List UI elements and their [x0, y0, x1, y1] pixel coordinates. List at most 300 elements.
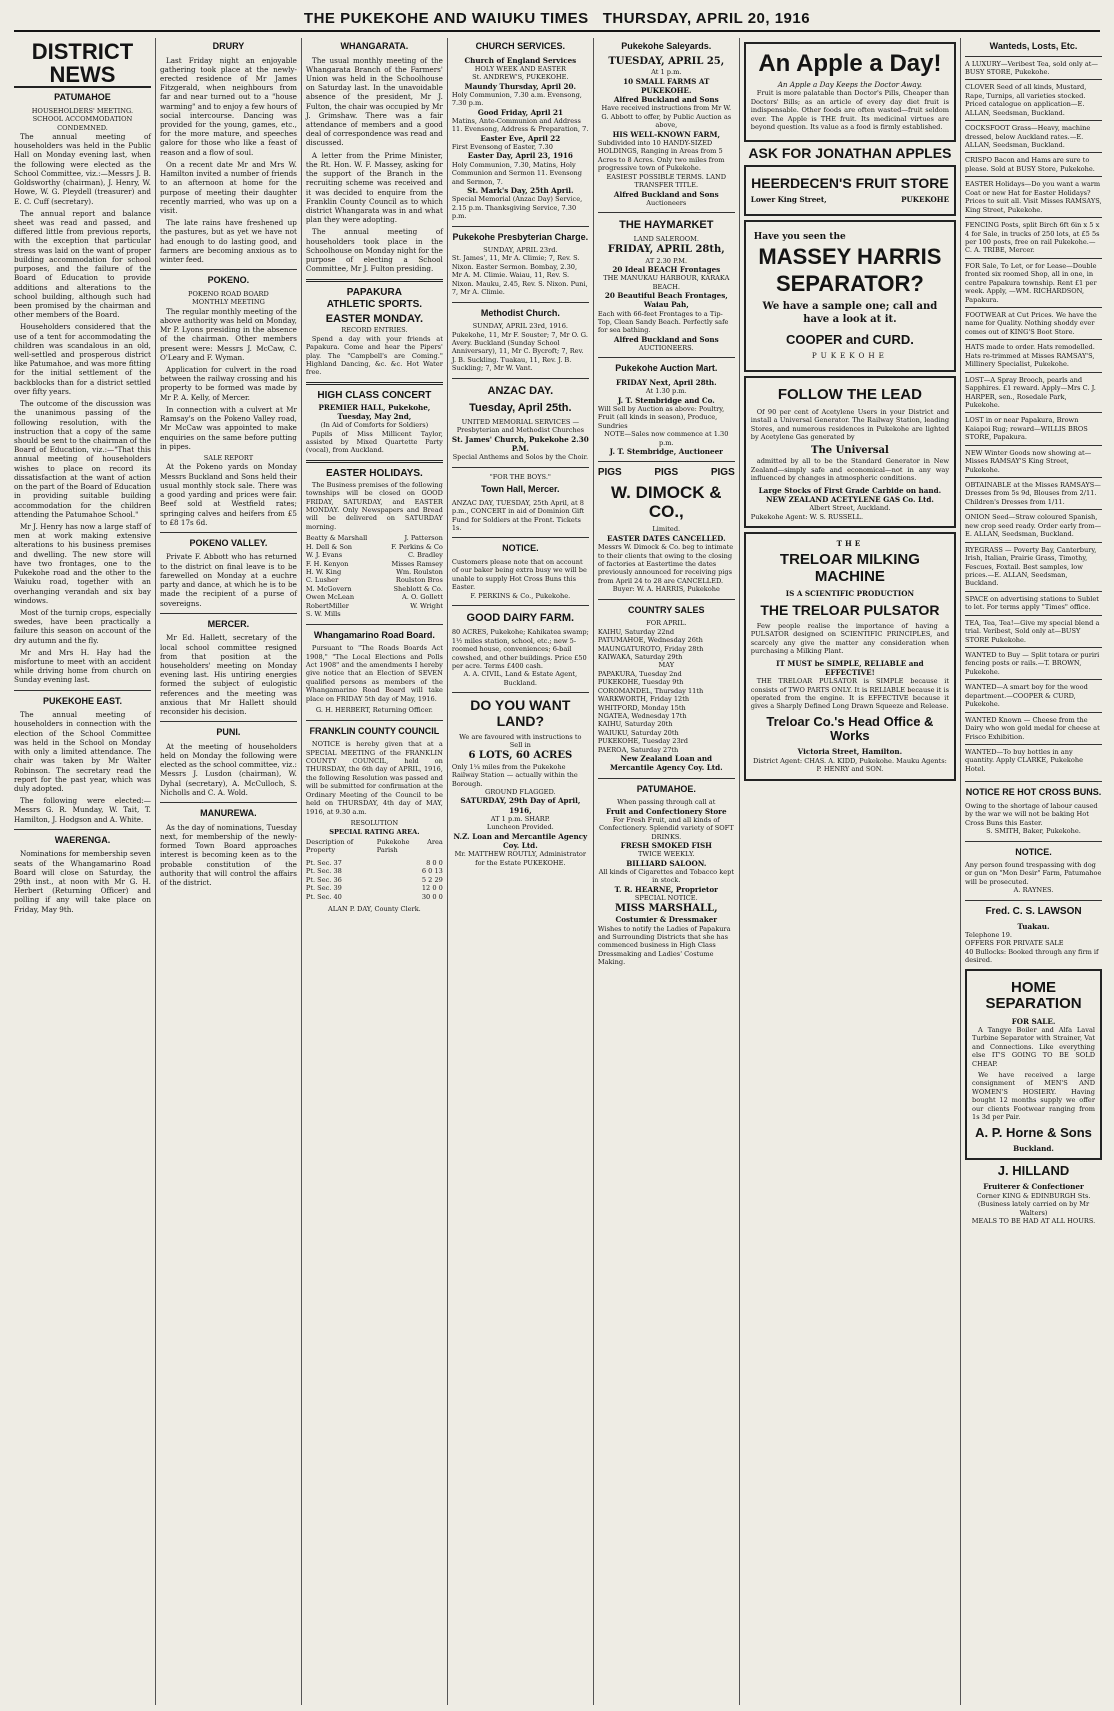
rating-row [306, 884, 443, 892]
classified-ad: WANTED to Buy — Split totara or puriri fencing posts or rails.—T. BROWN, Pukekohe. [965, 647, 1102, 679]
whangamarino-heading: Whangamarino Road Board. [313, 629, 435, 640]
wanteds-heading: Wanteds, Losts, Etc. [989, 41, 1078, 51]
rating-row [306, 876, 443, 884]
rating-cell: 30 0 0 [421, 892, 443, 901]
name-row [306, 602, 443, 610]
name-row [306, 585, 443, 593]
service-date: SUNDAY, APRIL 23rd. [483, 246, 558, 255]
papakura-heading: PAPAKURA [346, 286, 402, 298]
sale-entry: PATUMAHOE, Wednesday 26th [597, 636, 703, 645]
ad-body: Fruit is more palatable than Doctor's Pills, Cheaper than Doctors' Bills; as an article of every day diet fruit is indispensable. Other foods are often wasted—fruit seldom ever. The Apple is THE fruit. Its medicinal virtues are beyond question. Its value as a food is firmly established. [750, 89, 950, 132]
divider [598, 599, 735, 600]
mercer-heading: MERCER. [207, 618, 250, 629]
nz-loan-heading: N.Z. Loan and Mercantile Agency Coy. Ltd. [453, 831, 588, 850]
mh-question: Have you seen the [753, 231, 846, 242]
treloar-ad [744, 532, 956, 780]
divider [452, 537, 589, 538]
divider [160, 532, 297, 533]
notice-paragraph: Pursuant to "The Roads Boards Act 1908," "The Local Elections and Polls Act 1908" and the amendments I hereby give notice that an Election of SEVEN qualified persons as members of the Whangamarino Road Board will take place on FRIDAY 5th day of May, 1916. [305, 644, 443, 703]
rating-cell: 5 2 29 [421, 875, 443, 884]
auctioneer-name: J. T. Stembridge and Co. [617, 395, 715, 405]
article-paragraph: The usual monthly meeting of the Whangarata Branch of the Farmers' Union was held in the Schoolhouse on Saturday last. In the unavoidable absence of the president, Mr J. Fulton, the chair was occupied by Mr J. Grimshaw. There was a fair attendance of members and a good deal of correspondence was read and discussed. [305, 55, 443, 148]
business-name: Owen McLean [305, 593, 355, 602]
ad-body: Will Sell by Auction as above: Poultry, Fruit (all kinds in season), Produce, Sundries [597, 404, 725, 430]
sale-entry: WHITFORD, Monday 15th [597, 703, 686, 712]
rating-row [306, 893, 443, 901]
rating-cell: Pt. Sec. 36 [305, 875, 342, 884]
divider [965, 841, 1102, 842]
classified-ad: LOST in or near Papakura, Brown Kaiapoi Rug; reward—WILLIS BROS STORE, Papakura. [965, 412, 1102, 444]
sale-report-subheading: SALE REPORT [203, 454, 254, 462]
ad-body: Messrs W. Dimock & Co. beg to intimate to their clients that owing to the closing of factories at Eastertime the dates previously announced for receiving pigs from April 24 to 28 are CANCELLED. [597, 543, 734, 585]
sale-entry: KAIWAKA, Saturday 29th [597, 652, 683, 661]
treloar-address: Victoria Street, Hamilton. [797, 747, 903, 757]
classified-ad: SPACE on advertising stations to Sublet to let. For terms apply "Times" office. [965, 591, 1102, 615]
name-row [306, 551, 443, 559]
article-paragraph: At the Pokeno yards on Monday Messrs Buckland and Sons held their usual monthly stock sale. There was a good yarding and prices were fair. Beef sold at Westfield rates; springing calves and heifers from £5 to £8 17s 6d. [159, 462, 297, 527]
easter-monday-heading: EASTER MONDAY. [325, 313, 424, 326]
divider [598, 357, 735, 358]
business-name: H. Dell & Son [305, 542, 353, 551]
sale-entry: MAUNGATUROTO, Friday 28th [597, 644, 704, 653]
mh-title: MASSEY HARRIS [758, 244, 942, 270]
school-subheading: SCHOOL ACCOMMODATION CONDEMNED. [32, 115, 133, 132]
ad-body: Few people realise the importance of having a PULSATOR designed on SCIENTIFIC PRINCIPLES, and scarcely any give the matter any consideration when purchasing a Milking Plant. [750, 621, 950, 656]
small-farms-heading: 10 SMALL FARMS AT PUKEKOHE. [623, 76, 710, 95]
name-row [306, 543, 443, 551]
heerdegen-title: HEERDECEN'S FRUIT STORE [751, 174, 949, 191]
home-separation-ad [965, 969, 1102, 1161]
service-details: Special Memorial (Anzac Day) Service, 2.15 p.m. Thanksgiving Service, 7.30 p.m. [451, 195, 583, 221]
business-name: Sheblott & Co. [393, 584, 443, 593]
divider [14, 690, 151, 691]
pokeno-heading: POKENO. [207, 275, 250, 286]
haymarket-heading: THE HAYMARKET [619, 219, 714, 232]
divider [452, 605, 589, 606]
classified-ad: ONION Seed—Straw coloured Spanish, new crop seed ready. Order early from—E. ALLAN, Seedsman, Buckland. [965, 509, 1102, 541]
notice-signature: G. H. HERBERT, Returning Officer. [315, 706, 433, 715]
ad-body: Subdivided into 10 HANDY-SIZED HOLDINGS, Ranging in Areas from 5 Acres to 8 Acres. Only two miles from progressive town of Pukekohe. [597, 138, 725, 173]
notice-signature: Buyer: W. A. HARRIS, Pukekohe [612, 585, 720, 594]
notice-heading: NOTICE. [502, 543, 539, 554]
service-details: UNITED MEMORIAL SERVICES — Presbyterian and Methodist Churches [456, 417, 584, 435]
business-name: W. J. Evans [305, 551, 343, 560]
concert-cause: (In Aid of Comforts for Soldiers) [320, 421, 429, 430]
auctioneer-name: Alfred Buckland and Sons [613, 189, 719, 199]
lawson-town: Tuakau. [1017, 921, 1050, 931]
company-address: Albert Street, Auckland. [809, 504, 891, 513]
service-details: Matins, Ante-Communion and Address 11. Evensong, Address & Preparation, 7. [451, 116, 589, 134]
district-news-heading: DISTRICT NEWS [14, 40, 151, 88]
athletic-sports-heading: ATHLETIC SPORTS. [326, 299, 423, 311]
waerenga-heading: WAERENGA. [54, 834, 111, 845]
business-name: W. Wright [410, 601, 443, 610]
article-paragraph: The following were elected:—Messrs G. R. Munday, W. Tait, T. Hamilton, J. Hodgson and A. White. [14, 796, 151, 824]
horne-name: A. P. Horne & Sons [975, 1124, 1092, 1140]
service-date: Maundy Thursday, April 20. [464, 81, 577, 91]
manurewa-heading: MANUREWA. [200, 808, 257, 819]
name-row [306, 593, 443, 601]
article-paragraph: The annual meeting of householders took place in the Schoolhouse on Monday night for the purpose of electing a School Committee, Mr J. Fulton presiding. [305, 227, 443, 274]
divider [452, 226, 589, 227]
special-notice: SPECIAL NOTICE. [634, 894, 698, 903]
ad-body: Of 90 per cent of Acetylene Users in your District and install a Universal Generator. The Railway Station, leading Stores, and numerous residences in Pukekohe are lighted by Acetylene Gas generated by [750, 407, 950, 442]
article-paragraph: Application for culvert in the road between the railway crossing and his property to be formed was made by Mr P. A. Kelly, of Mercer. [159, 365, 297, 402]
rating-cell: Pt. Sec. 38 [305, 867, 342, 876]
column-drury-pokeno [156, 38, 302, 1705]
divider [965, 781, 1102, 782]
notice-signature: ALAN P. DAY, County Clerk. [327, 905, 421, 914]
ad-body: 40 Bullocks: Booked through any firm if desired. [965, 947, 1099, 965]
classified-ad: FOR Sale, To Let, or for Lease—Double fronted six roomed Shop, all in one, in centre Papakura township. Rent £1 per week. Apply, —WM. RICHARDSON, Papakura. [965, 258, 1102, 307]
service-date: Easter Eve, April 22 [480, 133, 561, 143]
beach-frontages-heading: 20 Ideal BEACH Frontages [612, 264, 721, 274]
classified-list [965, 56, 1102, 777]
column-wanteds [961, 38, 1106, 1705]
church-services-heading: CHURCH SERVICES. [475, 41, 566, 51]
divider [598, 778, 735, 779]
service-date: Good Friday, April 21 [477, 107, 563, 117]
ad-body: EASIEST POSSIBLE TERMS. LAND TRANSFER TITLE. [606, 172, 727, 190]
classified-ad: FOOTWEAR at Cut Prices. We have the name for Quality. Nothing shoddy ever comes out of KING'S Boot Store. [965, 307, 1102, 339]
masthead [14, 6, 1100, 32]
concert-heading: HIGH CLASS CONCERT [317, 389, 432, 401]
hilland-address: Corner KING & EDINBURGH Sts. [976, 1191, 1091, 1200]
rating-cell: Pt. Sec. 39 [305, 884, 342, 893]
sale-entry: NGATEA, Wednesday 17th [597, 712, 687, 721]
hilland-name: J. HILLAND [997, 1163, 1070, 1179]
billiard-heading: BILLIARD SALOON. [626, 858, 707, 868]
easter-dates-heading: EASTER DATES CANCELLED. [606, 533, 726, 543]
treloar-office: Treloar Co.'s Head Office & Works [766, 713, 934, 744]
rating-row [306, 859, 443, 867]
service-details: St. James', 11, Mr A. Climie; 7, Rev. S. Nixon. Easter Sermon. Bombay, 2.30, Mr A. M. Climie. Waiau, 11, Rev. S. Nixon. Mauku, 2.45, Rev. S. Nixon. Puni, 7, Mr A. Climie. [451, 254, 588, 297]
presbyterian-heading: Pukekohe Presbyterian Charge. [452, 231, 589, 242]
nz-loan-heading: New Zealand Loan and Mercantile Agency Coy. Ltd. [609, 754, 723, 773]
apple-title: An Apple a Day! [758, 50, 942, 77]
ad-body: Only 1¼ miles from the Pukekohe Railway Station — actually within the Borough. [451, 762, 578, 788]
article-paragraph: On a recent date Mr and Mrs W. Hamilton invited a number of friends to an afternoon at home for the purpose of meeting their daughter recently married, who was up on a visit. [159, 159, 297, 216]
treloar-sub: IS A SCIENTIFIC PRODUCTION [785, 589, 915, 599]
article-paragraph: Mr Ed. Hallett, secretary of the local school committee resigned from that position at the householders' meeting on Monday evening last. His untiring energies formed the subject of eulogistic references and the meeting was anxious that Mr Hallett should reconsider his decision. [159, 633, 297, 717]
classified-ad: A LUXURY—Veribest Tea, sold only at—BUSY STORE, Pukekohe. [965, 56, 1102, 80]
record-entries: RECORD ENTRIES. [341, 326, 408, 335]
divider [160, 269, 297, 270]
article-paragraph: Most of the turnip crops, especially swedes, have been practically a failure this season on account of the dry autumn and the fly. [14, 607, 151, 645]
beach-frontages-heading: 20 Beautiful Beach Frontages, [604, 291, 728, 301]
ad-body: GROUND FLAGGED. [485, 788, 556, 797]
divider [306, 624, 443, 625]
ad-body: Each with 66-feet Frontages to a Tip-Top, Clean Sandy Beach. Perfectly safe for sea bathing. [597, 309, 729, 335]
mh-title-2: SEPARATOR? [775, 271, 924, 297]
ad-body: admitted by all to be the Standard Generator in New Zealand—simply safe and economical—not in any way influenced by changes in atmospheric conditions. [750, 457, 950, 483]
auctioneer-name: Alfred Buckland and Sons [613, 334, 719, 344]
classified-ad: FENCING Posts, split Birch 6ft 6in x 5 x 4 for Sale, in trucks of 250 lots, at £5 5s per 100 posts, free on rail Pukekohe.—C. A. TRIBE, Mercer. [965, 217, 1102, 258]
householders-subheading: HOUSEHOLDERS' MEETING. [31, 106, 134, 115]
sales-list [598, 628, 735, 662]
ad-body: Have received instructions from Mr W. G. Abbott to offer, by Public Auction as above, [601, 104, 732, 130]
town: PUKEKOHE [901, 195, 950, 205]
article-paragraph: Nominations for membership seven seats of the Whangamarino Road Board will close on Saturday, the 29th inst., at noon with Mr G. H. Herbert (Returning Officer) and polling if any will take place on Friday, May 9th. [14, 849, 151, 914]
rating-header-row [306, 838, 443, 855]
rating-cell: Pt. Sec. 40 [305, 892, 342, 901]
classified-ad: WANTED—A smart boy for the wood department.—COOPER & CURD, Pukekohe. [965, 679, 1102, 711]
service-details: Special Anthems and Solos by the Choir. [452, 453, 589, 462]
business-name: H. W. King [305, 568, 342, 576]
classified-ad: CRISPO Bacon and Hams are sure to please. Sold at BUSY Store, Pukekohe. [965, 152, 1102, 176]
hot-cross-heading: NOTICE RE HOT CROSS BUNS. [965, 787, 1102, 798]
name-row [306, 560, 443, 568]
business-name: F. H. Kenyon [305, 559, 349, 568]
business-name: J. Patterson [404, 534, 443, 543]
service-details: Holy Communion, 7.30 a.m. Evensong, 7.30 p.m. [451, 90, 582, 108]
apple-subtitle: An Apple a Day Keeps the Doctor Away. [777, 80, 923, 90]
business-name: C. Bradley [407, 551, 443, 560]
notice-signature: A. RAYNES. [1013, 886, 1054, 895]
article-paragraph: The annual report and balance sheet was read and passed, and differed little from previous reports, with the exception that particular stress was laid on the want of proper building accommodation for school purposes, and the failure of the Board of Education to provide additions and alterations to the school building, although such had been promised by the chairman and other members of the Board. [14, 208, 151, 320]
ad-body: We have received a large consignment of MEN'S AND WOMEN'S HOSIERY. Having bought 12 months supply we offer our clients Footwear ranging from 1s 3d per Pair. [972, 1070, 1095, 1122]
treloar-the: THE [836, 539, 864, 549]
proprietor: T. R. HEARNE, Proprietor [614, 884, 718, 894]
ad-body: Customers please note that on account of our baker being extra busy we will be unable to supply Hot Cross Buns this Easter. [451, 557, 587, 592]
notice-signature: F. PERKINS & Co., Pukekohe. [470, 591, 571, 600]
article-paragraph: A letter from the Prime Minister, the Rt. Hon. W. F. Massey, asking for the support of the Branch in the recruiting scheme was received and it was decided to enquire from the Franklin County Council as to which district Whangarata was in and what plan they were adopting. [305, 150, 443, 225]
treloar-pulsator: THE TRELOAR PULSATOR [760, 601, 940, 618]
horne-town: Buckland. [1013, 1143, 1054, 1153]
ad-body: Any person found trespassing with dog or gun on "Mon Desir" Farm, Patumahoe will be prosecuted. [965, 861, 1102, 886]
name-row [306, 576, 443, 584]
column-whangarata [302, 38, 448, 1705]
farm-heading: HIS WELL-KNOWN FARM, [612, 129, 720, 139]
holy-week: HOLY WEEK AND EASTER [474, 64, 566, 73]
drury-heading: DRURY [212, 41, 245, 51]
column-district-news [10, 38, 156, 1705]
sale-date: FRIDAY, APRIL 28th, [607, 243, 725, 255]
hilland-trade: Fruiterer & Confectioner [983, 1182, 1084, 1192]
coe-heading: Church of England Services [464, 55, 577, 65]
whangarata-heading: WHANGARATA. [340, 41, 409, 51]
agent-line: Pukekohe Agent: W. S. RUSSELL. [750, 512, 864, 521]
divider [452, 302, 589, 303]
rating-header-cell: Area [427, 837, 443, 846]
sale-entry: WAIUKU, Saturday 20th [597, 728, 679, 737]
patumahoe-heading: PATUMAHOE [54, 92, 111, 103]
classified-ad: HATS made to order. Hats remodelled. Hats re-trimmed at Misses RAMSAY'S, Millinery Specialist, Pukekohe. [965, 339, 1102, 371]
resolution-heading: RESOLUTION [350, 819, 399, 828]
sale-entry: WARKWORTH, Friday 12th [597, 695, 690, 704]
pukekohe-east-heading: PUKEKOHE EAST. [42, 695, 122, 706]
column-saleyards [594, 38, 740, 1705]
sale-entry: KAIHU, Saturday 22nd [597, 627, 675, 636]
auctioneer-name: Alfred Buckland and Sons [613, 95, 719, 105]
want-land-heading: DO YOU WANT LAND? [470, 697, 571, 729]
ad-body: A Tangye Boiler and Alfa Laval Turbine Separator with Strainer, Vat and Connections. Like everything else IT'S GOING TO BE SOLD CHEAP. [972, 1025, 1095, 1068]
ad-body: THE TRELOAR PULSATOR is SIMPLE because it consists of TWO PARTS ONLY. It is RELIABLE because it is operated from the engine. It is EFFECTIVE because it gives a Sharply Defined Long Drawn Squeeze and Release. [750, 677, 950, 711]
classified-ad: TEA, Tea, Tea!—Give my special blend a trial. Veribest, Sold only at—BUSY STORE Pukekohe. [965, 615, 1102, 647]
article-paragraph: Householders considered that the use of a tent for accommodating the children was scandalous in an old, well-settled and prosperous district like Patumahoe, and was more fitting for the initial settlement of the backblocks than for a district settled over fifty years. [14, 322, 151, 396]
pigs-word: PIGS [654, 467, 679, 479]
lawson-heading: Fred. C. S. LAWSON [985, 905, 1082, 917]
luncheon: Luncheon Provided. [486, 823, 554, 832]
lots-heading: 6 LOTS, 60 ACRES [468, 749, 573, 761]
classified-ad: OBTAINABLE at the Misses RAMSAYS—Dresses from 5s 9d, Blouses from 2/11. Children's Dresses from 1/11. [965, 477, 1102, 509]
anzac-date: Tuesday, April 25th. [469, 401, 572, 414]
rating-header-cell: Description of Property [305, 837, 354, 855]
auction-mart-heading: Pukekohe Auction Mart. [615, 363, 718, 374]
home-separation-title: HOME SEPARATION [985, 978, 1082, 1013]
notice-heading: NOTICE. [1015, 846, 1052, 857]
monthly-meeting-subheading: MONTHLY MEETING [191, 298, 265, 307]
service-details: Holy Communion, 7.30, Matins, Holy Communion and Sermon 11. Evensong and Sermon, 7. [451, 160, 583, 186]
sale-entry: PUKEKOHE, Tuesday 9th [597, 678, 684, 687]
business-name: M. McGovern [305, 584, 352, 593]
article-paragraph: Mr J. Henry has now a large staff of men at work making extensive alterations to his business premises and dwelling. The new store will have two frontages, one to the Pukekohe road and the other to the Waiuku road, together with an overhanging verandah and six bay windows. [14, 521, 151, 605]
divider [452, 692, 589, 693]
divider [452, 467, 589, 468]
ad-body: We are favoured with instructions to Sell in [459, 733, 582, 750]
sale-entry: COROMANDEL, Thursday 11th [597, 686, 704, 695]
auctioneer-name: J. T. Stembridge, Auctioneer [609, 447, 723, 457]
ad-body: All kinds of Cigarettes and Tobacco kept in stock. [598, 868, 734, 885]
article-paragraph: The annual meeting of householders was held in the Public Hall on Monday evening last, when the following were elected as the School Committee, viz.:—Messrs J. B. Goldsworthy (chairman), J. Henry, W. Howe, W. G. Pleydell (treasurer) and E. C. Cuff (secretary). [14, 132, 151, 206]
notice-signature: A. A. CIVIL, Land & Estate Agent, Buckland. [463, 670, 578, 687]
hilland-note: (Business lately carried on by Mr Walters) [977, 1200, 1090, 1217]
waiau-pah: Waiau Pah, [643, 300, 689, 310]
mh-firm: COOPER and CURD. [785, 331, 914, 347]
anzac-day-heading: ANZAC DAY. [487, 384, 554, 397]
rating-area-heading: SPECIAL RATING AREA. [329, 827, 420, 836]
ad-body: 80 ACRES, Pukekohe; Kahikatea swamp; 1½ miles station, school, etc.; new 5-roomed house, conveniences; 6-bail cowshed, and other buildings. Price £50 per acre. Terms £400 cash. [451, 628, 589, 670]
acetylene-ad [744, 376, 956, 528]
article-paragraph: As the day of nominations, Tuesday next, for membership of the newly-formed Town Board approaches interest is becoming keen as to the probable constitution of the authority that will control the affairs of the district. [159, 822, 297, 887]
business-names-list [306, 534, 443, 618]
classified-ad: CLOVER Seed of all kinds, Mustard, Rape, Turnips, all varieties stocked. Priced catalogue on application—E. ALLAN, Seedsman, Buckland. [965, 79, 1102, 120]
classified-ad: WANTED Known — Cheese from the Dairy who won gold medal for cheese at Frisco Exhibition. [965, 712, 1102, 744]
article-paragraph: Private F. Abbott who has returned to the district on final leave is to be farewelled on Monday at a euchre party and dance, at which he is to be made the recipient of a purse of sovereigns. [159, 552, 297, 608]
follow-lead-title: FOLLOW THE LEAD [777, 386, 922, 404]
business-name: Misses Ramsey [391, 559, 443, 568]
ad-body: ANZAC DAY, TUESDAY, 25th April, at 8 p.m., CONCERT in aid of Dominion Gift Fund for Soldiers at the Front. Tickets 1s. [451, 498, 585, 532]
masthead-title: THE PUKEKOHE AND WAIUKU TIMES THURSDAY, APRIL 20, 1916 [303, 10, 811, 27]
rating-row [306, 867, 443, 875]
ad-body: NOTE—Sales now commence at 1.30 p.m. [604, 430, 729, 447]
column-church-services [448, 38, 594, 1705]
for-sale: FOR SALE. [1011, 1016, 1056, 1026]
article-paragraph: The regular monthly meeting of the above authority was held on Monday, Mr P. Lyons presiding in the absence of the chairman. Other members present were: Messrs J. McCaw, C. O'Leary and F. Wyman. [159, 306, 297, 362]
sale-entry: KAIHU, Saturday 20th [597, 720, 673, 729]
article-paragraph: The annual meeting of householders in connection with the election of the School Committee was held in the School on Monday with only a limited attendance. The chair was taken by Mr Walter Robinson. The secretary read the report for the past year, which was duly adopted. [14, 710, 151, 793]
divider [306, 279, 443, 282]
divider [965, 900, 1102, 901]
acetylene-company: NEW ZEALAND ACETYLENE GAS Co. Ltd. [765, 494, 934, 504]
lawson-offer: OFFERS FOR PRIVATE SALE [965, 939, 1064, 948]
rating-cell: Pt. Sec. 37 [305, 858, 342, 867]
auctioneer-title: Auctioneers [646, 198, 687, 207]
easter-holidays-heading: EASTER HOLIDAYS. [325, 467, 423, 479]
pigs-heading [598, 467, 735, 480]
universal-generator: The Universal [811, 444, 889, 456]
divider [306, 460, 443, 463]
article-paragraph: At the meeting of householders held on Monday the following were elected as the school committee, viz.: Messrs J. Lusdon (chairman), W. Dyhal (secretary), A. McCulloch, S. Nicholls and C. A. Wold. [159, 741, 297, 797]
divider [452, 378, 589, 379]
sale-time: AT 1 p.m. SHARP. [490, 814, 550, 823]
concert-venue: PREMIER HALL, Pukekohe, [318, 402, 431, 412]
business-name: C. Lusher [305, 576, 339, 585]
sales-month: MAY [658, 661, 675, 670]
limited: Limited. [652, 525, 681, 534]
town-hall-mercer-heading: Town Hall, Mercer. [481, 484, 560, 495]
carbide-line: Large Stocks of First Grade Carbide on hand. [758, 485, 942, 495]
classified-ad: RYEGRASS — Poverty Bay, Canterbury, Irish, Italian, Prairie Grass, Timothy, Fescues, Foxtail. Best samples, low prices.—E. ALLAN, Seedsman, Buckland. [965, 542, 1102, 591]
dressmaker: Costumier & Dressmaker [615, 915, 718, 925]
pigs-word: PIGS [597, 467, 622, 479]
lawson-phone: Telephone 19. [965, 930, 1013, 939]
notice-paragraph: NOTICE is hereby given that at a SPECIAL MEETING of the FRANKLIN COUNTY COUNCIL, held on THURSDAY, the 6th day of APRIL, 1916, the following Resolution was passed and will be submitted for confirmation at the Ordinary Meeting of the Council to be held on THURSDAY, 4th day of MAY, 1916, at 9.30 a.m. [305, 740, 443, 816]
dairy-farm-heading: GOOD DAIRY FARM. [466, 612, 575, 625]
name-row [306, 568, 443, 576]
pigs-word: PIGS [710, 467, 735, 479]
business-name: Wm. Roulston [396, 568, 443, 576]
rating-table [306, 859, 443, 901]
divider [160, 613, 297, 614]
heerdegen-address [751, 195, 949, 204]
article-paragraph: Mr and Mrs H. Hay had the misfortune to meet with an accident while driving home from church on Sunday evening last. [14, 647, 151, 685]
rating-table-header [306, 838, 443, 855]
business-name: A. O. Gollett [402, 593, 443, 602]
methodist-heading: Methodist Church. [480, 307, 560, 318]
apple-ad [744, 42, 956, 142]
sale-time: At 1.30 p.m. [645, 387, 687, 396]
ad-body: The Business premises of the following townships will be closed on GOOD FRIDAY, SATURDAY, and EASTER MONDAY. Only Newspapers and Bread will be delivered on SATURDAY morning. [305, 480, 443, 531]
service-location: St. James' Church, Pukekohe 2.30 P.M. [451, 434, 589, 454]
service-date: SUNDAY, APRIL 23rd, 1916. [472, 322, 569, 331]
sale-time: At 1 p.m. [651, 68, 682, 77]
smoked-fish-heading: FRESH SMOKED FISH [620, 841, 712, 851]
divider [306, 720, 443, 721]
ad-body: For Fresh Fruit, and all kinds of Confectionery. Splendid variety of SOFT DRINKS. [598, 815, 734, 841]
article-paragraph: The outcome of the discussion was the unanimous passing of the following resolution, with the instruction that a copy of the same should be sent to the chairman of the Board of Education, viz.:—"That this annual meeting of householders wishes to place on record its dissatisfaction at the want of action on the part of the Board of Education in providing suitable building accommodation for the children attending the Patumahoe School." [14, 399, 151, 519]
ad-body: Pupils of Miss Millicent Taylor, assisted by Mixed Quartette Party (vocal), from Auckland. [305, 429, 443, 455]
article-paragraph: The late rains have freshened up the pastures, but as yet we have not had enough to do lasting good, and farmers are becoming anxious as to winter feed. [159, 218, 297, 265]
mh-body: We have a sample one; call and have a look at it. [762, 301, 938, 326]
rating-cell: 6 0 13 [421, 867, 443, 876]
for-the-boys: "FOR THE BOYS." [489, 472, 551, 481]
treloar-title: TRELOAR MILKING MACHINE [779, 551, 920, 585]
article-paragraph: In connection with a culvert at Mr Ramsay's on the Pokeno Valley road, Mr McCaw was appointed to make enquiries on the same before putting in pipes. [159, 404, 297, 451]
column-display-ads [740, 38, 961, 1705]
service-date: St. Mark's Day, 25th April. [467, 185, 574, 195]
ad-body: Wishes to notify the Ladies of Papakura and Surrounding Districts that she has commenced business in High Class Dressmaking and Ladies' Costume Making. [597, 924, 731, 967]
article-paragraph: Last Friday night an enjoyable gathering took place at the newly-erected residence of Mr James Fitzgerald, when neighbours from far and near turned out to a "house warming" and to enjoy a few hours of social intercourse. Dancing was provided for the young, games, etc., for the more mature, and speeches galore for those who like a feast of reason and a flow of soul. [159, 55, 297, 157]
ad-body: THE MANUKAU HARBOUR, KARAKA BEACH. [603, 274, 730, 291]
heerdegen-ad [744, 165, 956, 216]
divider [598, 212, 735, 213]
sale-entry: PAPAKURA, Tuesday 2nd [597, 669, 682, 678]
saleroom: LAND SALEROOM. [633, 235, 699, 244]
classified-ad: LOST—A Spray Brooch, pearls and Sapphires. £1 reward. Apply—Mrs C. J. HARPER, sen., Rosedale Park, Pukekohe. [965, 372, 1102, 413]
concert-date: Tuesday, May 2nd, [337, 411, 412, 421]
business-name: F. Perkins & Co [391, 542, 443, 551]
sale-date: SATURDAY, 29th Day of April, 1916, [460, 796, 581, 815]
business-name: S. W. Mills [305, 610, 341, 619]
classified-ad: COCKSFOOT Grass—Heavy, machine dressed, below Auckland rates.—E. ALLAN, Seedsman, Buckland. [965, 120, 1102, 152]
rating-header-cell: Pukekohe Parish [376, 837, 410, 855]
saleyards-heading: Pukekohe Saleyards. [621, 41, 712, 51]
sale-date: TUESDAY, APRIL 25, [608, 55, 725, 67]
massey-harris-ad [744, 220, 956, 373]
dimock-heading: W. DIMOCK & CO., [611, 483, 722, 521]
service-date: Easter Day, April 23, 1916 [467, 151, 573, 161]
